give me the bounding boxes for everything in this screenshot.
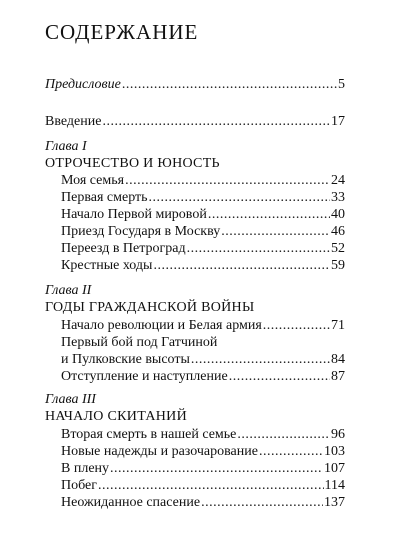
dot-leader — [149, 189, 330, 207]
dot-leader — [237, 426, 330, 444]
toc-entry-page: 33 — [331, 190, 345, 205]
toc-entry-page: 84 — [331, 352, 345, 367]
dot-leader — [201, 494, 323, 512]
toc-entry-label: Крестные ходы — [61, 258, 153, 273]
toc-entry[interactable] — [61, 206, 345, 224]
chapter-title: ОТРОЧЕСТВО И ЮНОСТЬ — [45, 156, 220, 171]
toc-entry-label-line1: Первый бой под Гатчиной — [61, 335, 218, 350]
dot-leader — [221, 223, 330, 241]
chapter-title: НАЧАЛО СКИТАНИЙ — [45, 409, 187, 424]
toc-entry[interactable] — [61, 351, 345, 369]
chapter-number: Глава I — [45, 139, 87, 154]
toc-entry-page: 103 — [324, 444, 345, 459]
toc-entry-page: 137 — [324, 495, 345, 510]
toc-entry-label: Побег — [61, 478, 98, 493]
page-title: СОДЕРЖАНИЕ — [45, 20, 199, 44]
toc-entry[interactable] — [61, 257, 345, 275]
toc-entry-label: и Пулковские высоты — [61, 352, 190, 367]
toc-entry-label: Начало Первой мировой — [61, 207, 207, 222]
toc-entry[interactable] — [61, 223, 345, 241]
toc-entry-label: Первая смерть — [61, 190, 148, 205]
toc-entry-page: 71 — [331, 318, 345, 333]
chapter-number: Глава III — [45, 392, 96, 407]
chapter-number: Глава II — [45, 283, 92, 298]
dot-leader — [102, 113, 330, 131]
toc-entry-page: 114 — [324, 478, 345, 493]
dot-leader — [191, 351, 330, 369]
toc-entry-preface[interactable] — [45, 76, 345, 94]
dot-leader — [229, 368, 330, 386]
toc-entry-page: 96 — [331, 427, 345, 442]
dot-leader — [263, 317, 330, 335]
toc-entry-page: 52 — [331, 241, 345, 256]
toc-entry-page: 17 — [331, 114, 345, 129]
toc-entry-label: Отступление и наступление — [61, 369, 228, 384]
dot-leader — [98, 477, 324, 495]
dot-leader — [187, 240, 330, 258]
toc-entry[interactable] — [61, 172, 345, 190]
toc-entry[interactable] — [61, 494, 345, 512]
toc-entry-page: 107 — [324, 461, 345, 476]
toc-entry-page: 87 — [331, 369, 345, 384]
toc-entry[interactable] — [61, 368, 345, 386]
dot-leader — [208, 206, 330, 224]
toc-entry[interactable] — [61, 460, 345, 478]
toc-entry-label: Начало революции и Белая армия — [61, 318, 262, 333]
toc-entry[interactable] — [61, 477, 345, 495]
dot-leader — [259, 443, 323, 461]
dot-leader — [122, 76, 337, 94]
toc-entry-label: Введение — [45, 114, 102, 129]
toc-entry-page: 5 — [338, 77, 345, 92]
toc-entry-label: Неожиданное спасение — [61, 495, 201, 510]
toc-entry-label: В плену — [61, 461, 110, 476]
toc-entry[interactable] — [61, 426, 345, 444]
dot-leader — [125, 172, 330, 190]
toc-entry-label: Предисловие — [45, 77, 121, 92]
toc-entry[interactable] — [61, 240, 345, 258]
toc-entry[interactable] — [61, 189, 345, 207]
toc-entry-introduction[interactable] — [45, 113, 345, 131]
toc-entry-label: Новые надежды и разочарование — [61, 444, 258, 459]
toc-entry-page: 40 — [331, 207, 345, 222]
dot-leader — [110, 460, 323, 478]
chapter-title: ГОДЫ ГРАЖДАНСКОЙ ВОЙНЫ — [45, 300, 255, 315]
dot-leader — [153, 257, 330, 275]
toc-entry-label: Вторая смерть в нашей семье — [61, 427, 237, 442]
toc-entry[interactable] — [61, 317, 345, 335]
toc-entry-label: Моя семья — [61, 173, 125, 188]
toc-entry-page: 59 — [331, 258, 345, 273]
toc-entry-label: Переезд в Петроград — [61, 241, 186, 256]
toc-entry-label: Приезд Государя в Москву — [61, 224, 221, 239]
toc-entry-page: 24 — [331, 173, 345, 188]
toc-entry[interactable] — [61, 443, 345, 461]
toc-entry-page: 46 — [331, 224, 345, 239]
